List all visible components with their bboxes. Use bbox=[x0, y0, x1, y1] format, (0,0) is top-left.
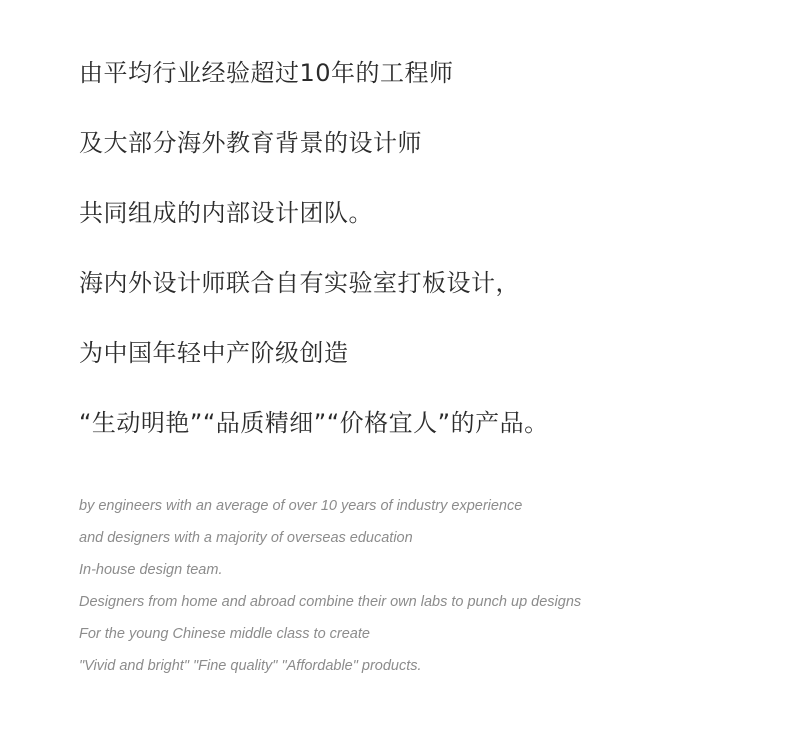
chinese-line-5: 为中国年轻中产阶级创造 bbox=[79, 339, 349, 367]
chinese-line-2: 及大部分海外教育背景的设计师 bbox=[79, 129, 422, 157]
chinese-line-4: 海内外设计师联合自有实验室打板设计， bbox=[79, 269, 520, 297]
english-line-3: In-house design team. bbox=[79, 562, 223, 578]
chinese-line-6: “生动明艳”“品质精细”“价格宜人”的产品。 bbox=[79, 409, 549, 437]
chinese-description bbox=[79, 54, 549, 474]
chinese-line-1: 由平均行业经验超过10年的工程师 bbox=[79, 59, 454, 87]
english-line-5: For the young Chinese middle class to create bbox=[79, 626, 370, 642]
chinese-line-3: 共同组成的内部设计团队。 bbox=[79, 199, 373, 227]
english-line-1: by engineers with an average of over 10 years of industry experience bbox=[79, 498, 523, 514]
english-line-2: and designers with a majority of overseas education bbox=[79, 530, 413, 546]
english-description bbox=[79, 495, 581, 687]
english-line-6: "Vivid and bright" "Fine quality" "Affordable" products. bbox=[79, 658, 422, 674]
english-line-4: Designers from home and abroad combine their own labs to punch up designs bbox=[79, 594, 582, 610]
